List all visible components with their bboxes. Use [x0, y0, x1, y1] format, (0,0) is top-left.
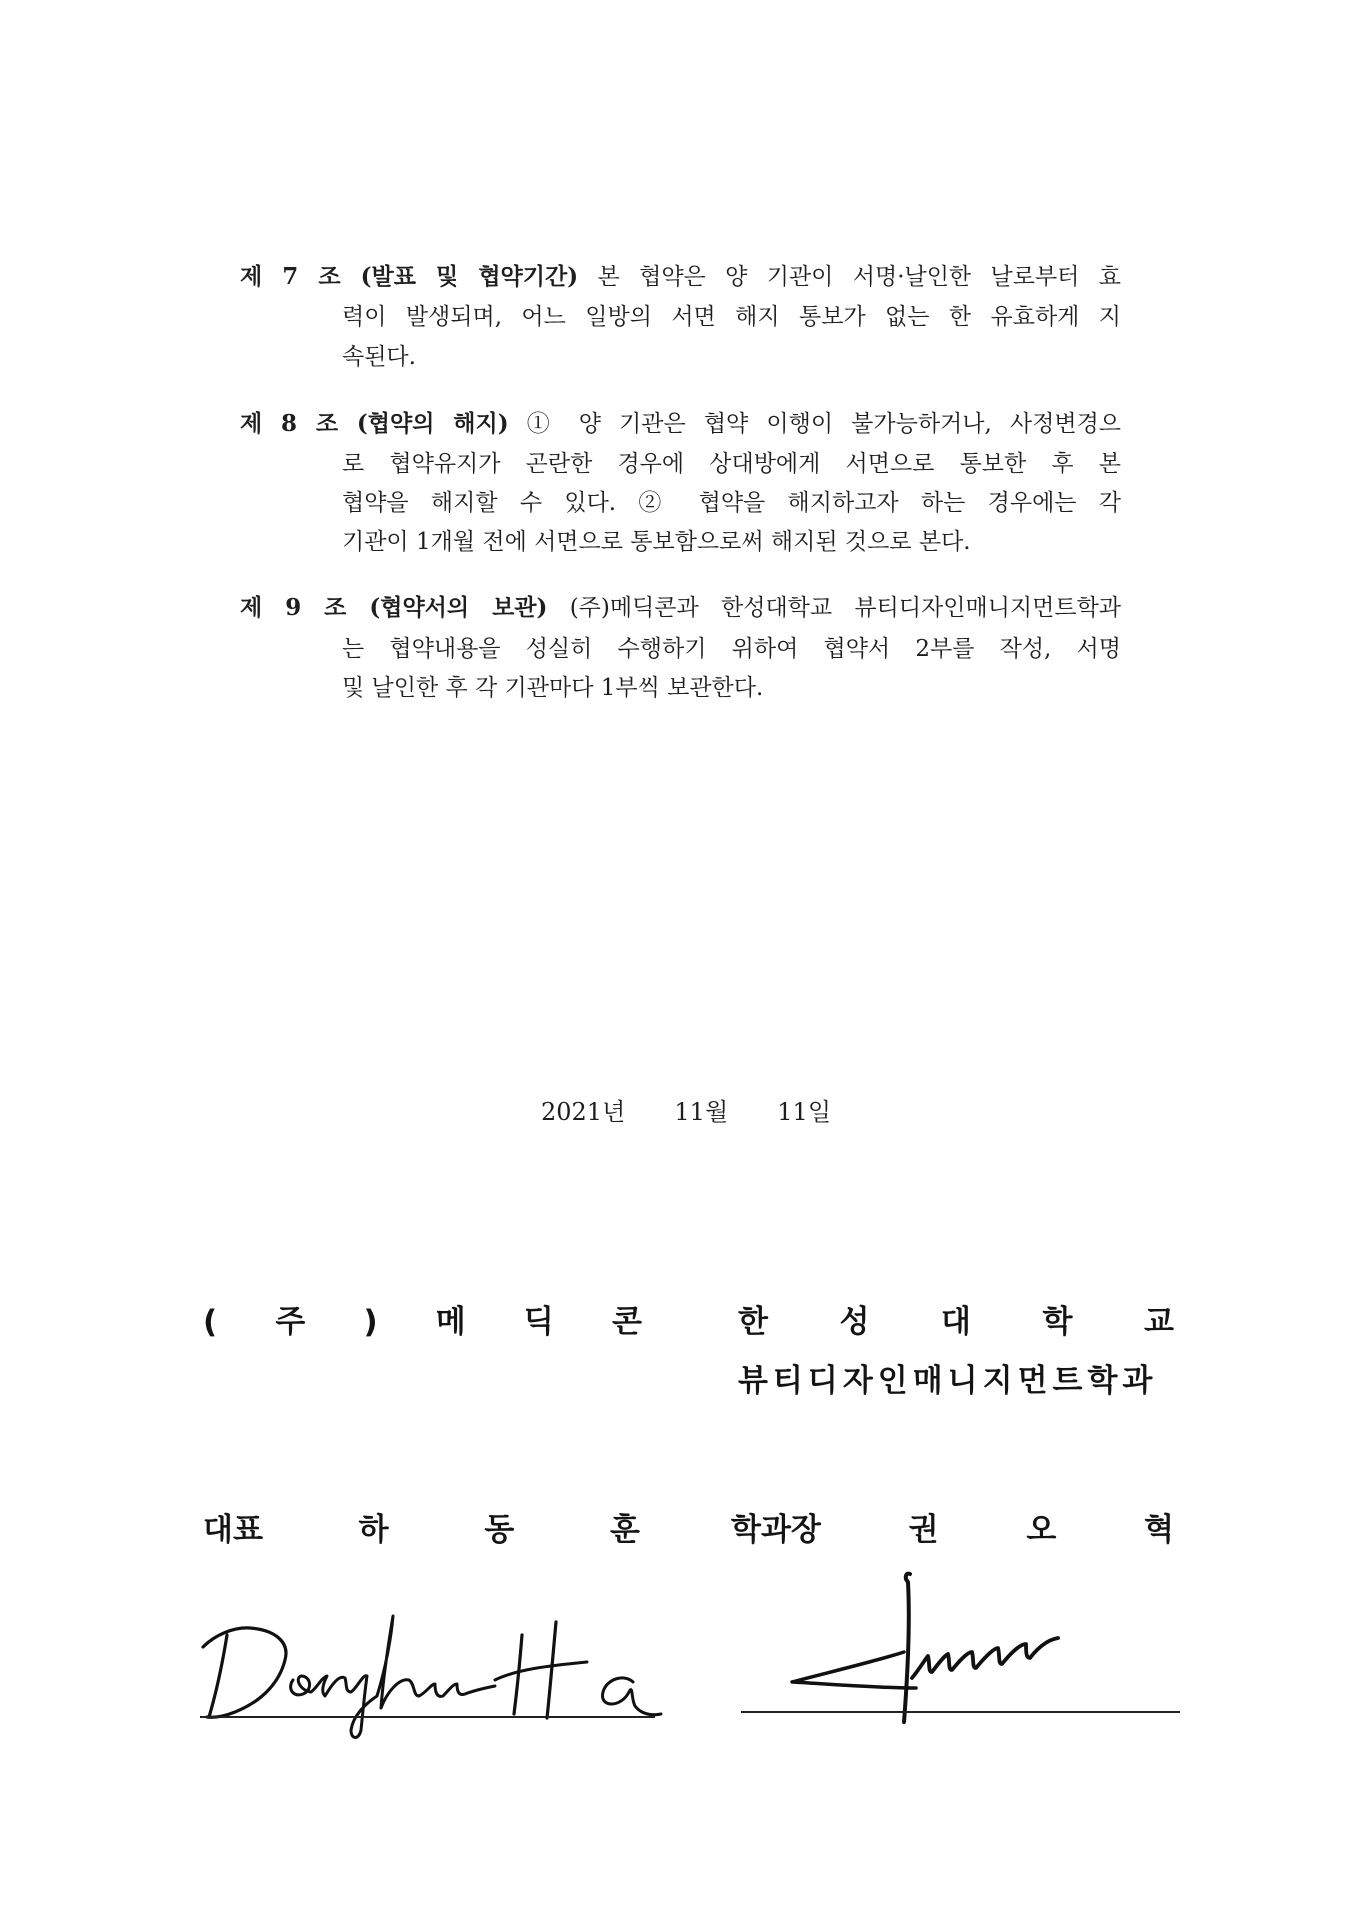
article-8-line-2: 로 협약유지가 곤란한 경우에 상대방에게 서면으로 통보한 후 본 — [342, 451, 1121, 477]
article-8-label: 제 8 조 (협약의 해지) — [240, 410, 509, 437]
company-signature — [195, 1600, 675, 1750]
university-name: 한 성 대 학 교 — [738, 1304, 1174, 1340]
university-representative: 학과장 권 오 혁 — [731, 1512, 1174, 1548]
signature-stroke — [203, 1628, 286, 1717]
company-representative: 대표 하 동 훈 — [203, 1512, 640, 1548]
article-7-text: 본 협약은 양 기관이 서명·날인한 날로부터 효 — [597, 264, 1121, 290]
signature-stroke — [209, 1635, 227, 1717]
signature-stroke — [291, 1616, 495, 1738]
signature-stroke — [495, 1662, 587, 1680]
agreement-date: 2021년 11월 11일 — [541, 1098, 831, 1126]
university-signature — [770, 1560, 1080, 1730]
article-7-line-2: 력이 발생되며, 어느 일방의 서면 해지 통보가 없는 한 유효하게 지 — [342, 304, 1121, 330]
article-8-line-1 — [240, 404, 1121, 444]
article-8-line-4: 기관이 1개월 전에 서면으로 통보함으로써 해지된 것으로 본다. — [342, 529, 971, 555]
article-9-line-1 — [240, 588, 1121, 628]
article-8-line-3: 협약을 해지할 수 있다. ② 협약을 해지하고자 하는 경우에는 각 — [342, 490, 1121, 516]
signature-stroke — [514, 1635, 522, 1714]
company-signature-line — [200, 1716, 655, 1718]
department-name: 뷰티디자인매니지먼트학과 — [738, 1363, 1158, 1399]
signature-stroke — [904, 1574, 910, 1722]
article-9-line-3: 및 날인한 후 각 기관마다 1부씩 보관한다. — [342, 675, 764, 701]
signature-stroke — [792, 1652, 916, 1688]
company-name: ( 주 ) 메 딕 콘 — [203, 1304, 642, 1340]
article-7-label: 제 7 조 (발표 및 협약기간) — [240, 263, 579, 290]
article-9-label: 제 9 조 (협약서의 보관) — [240, 594, 548, 621]
article-8-text: ① 양 기관은 협약 이행이 불가능하거나, 사정변경으 — [526, 411, 1121, 437]
article-7-line-1 — [240, 257, 1121, 297]
article-9-text: (주)메딕콘과 한성대학교 뷰티디자인매니지먼트학과 — [569, 595, 1121, 621]
signature-stroke — [547, 1622, 556, 1718]
university-signature-line — [741, 1711, 1180, 1713]
article-9-line-2: 는 협약내용을 성실히 수행하기 위하여 협약서 2부를 작성, 서명 — [342, 636, 1121, 662]
signature-stroke — [603, 1678, 661, 1715]
article-7-line-3: 속된다. — [342, 344, 416, 370]
signature-stroke — [912, 1638, 1058, 1678]
